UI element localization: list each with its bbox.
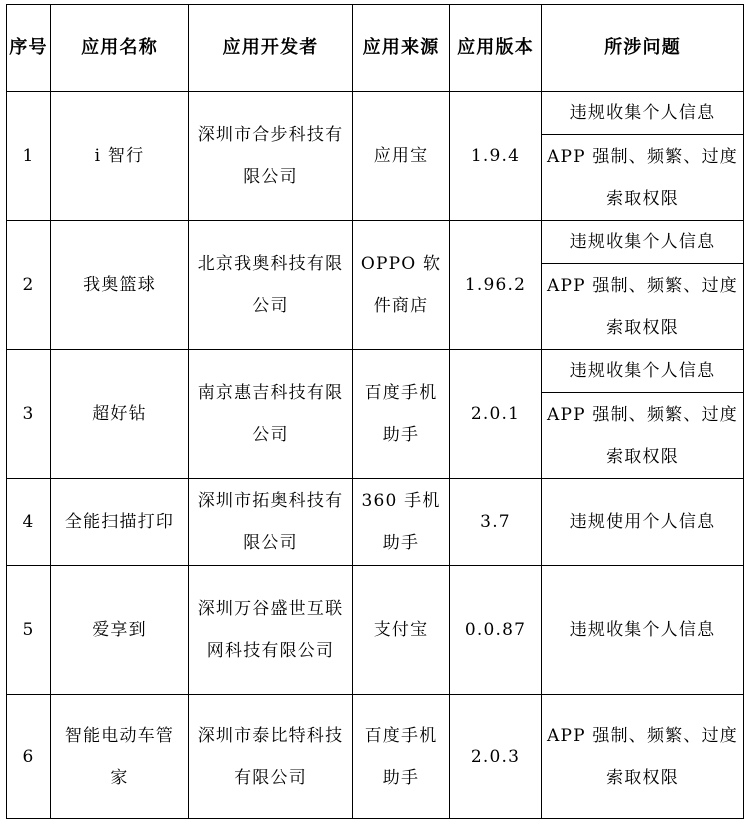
table-row bbox=[7, 566, 744, 695]
issue-cell: APP 强制、频繁、过度索取权限 bbox=[542, 135, 744, 221]
app-name-cell: 爱享到 bbox=[51, 566, 189, 695]
developer-cell: 深圳市拓奥科技有限公司 bbox=[189, 479, 353, 566]
issue-cell: 违规收集个人信息 bbox=[542, 92, 744, 135]
source-cell: OPPO 软件商店 bbox=[353, 221, 450, 350]
table-row bbox=[7, 92, 744, 135]
header-row bbox=[7, 5, 744, 92]
app-name-cell: i 智行 bbox=[51, 92, 189, 221]
header-version: 应用版本 bbox=[450, 5, 542, 92]
developer-cell: 南京惠吉科技有限公司 bbox=[189, 350, 353, 479]
row-index-cell: 4 bbox=[7, 479, 51, 566]
app-name-cell: 全能扫描打印 bbox=[51, 479, 189, 566]
row-index-cell: 2 bbox=[7, 221, 51, 350]
version-cell: 2.0.3 bbox=[450, 695, 542, 819]
source-cell: 百度手机助手 bbox=[353, 350, 450, 479]
developer-cell: 深圳万谷盛世互联网科技有限公司 bbox=[189, 566, 353, 695]
issue-cell: 违规收集个人信息 bbox=[542, 350, 744, 393]
issue-cell: APP 强制、频繁、过度索取权限 bbox=[542, 264, 744, 350]
table-header bbox=[7, 5, 744, 92]
issue-cell: APP 强制、频繁、过度索取权限 bbox=[542, 393, 744, 479]
row-index-cell: 3 bbox=[7, 350, 51, 479]
issue-cell: 违规收集个人信息 bbox=[542, 221, 744, 264]
issue-cell: 违规收集个人信息 bbox=[542, 566, 744, 695]
header-source: 应用来源 bbox=[353, 5, 450, 92]
table-body bbox=[7, 92, 744, 819]
version-cell: 3.7 bbox=[450, 479, 542, 566]
row-index-cell: 6 bbox=[7, 695, 51, 819]
header-index: 序号 bbox=[7, 5, 51, 92]
table-row bbox=[7, 350, 744, 393]
source-cell: 百度手机助手 bbox=[353, 695, 450, 819]
version-cell: 2.0.1 bbox=[450, 350, 542, 479]
header-app-name: 应用名称 bbox=[51, 5, 189, 92]
header-issues: 所涉问题 bbox=[542, 5, 744, 92]
app-name-cell: 我奥篮球 bbox=[51, 221, 189, 350]
issue-cell: APP 强制、频繁、过度索取权限 bbox=[542, 695, 744, 819]
app-name-cell: 超好钻 bbox=[51, 350, 189, 479]
source-cell: 360 手机助手 bbox=[353, 479, 450, 566]
row-index-cell: 5 bbox=[7, 566, 51, 695]
table-row bbox=[7, 479, 744, 566]
table-row bbox=[7, 695, 744, 819]
table-row bbox=[7, 221, 744, 264]
version-cell: 1.96.2 bbox=[450, 221, 542, 350]
header-developer: 应用开发者 bbox=[189, 5, 353, 92]
developer-cell: 北京我奥科技有限公司 bbox=[189, 221, 353, 350]
app-violation-table bbox=[6, 4, 744, 819]
version-cell: 1.9.4 bbox=[450, 92, 542, 221]
source-cell: 支付宝 bbox=[353, 566, 450, 695]
row-index-cell: 1 bbox=[7, 92, 51, 221]
source-cell: 应用宝 bbox=[353, 92, 450, 221]
version-cell: 0.0.87 bbox=[450, 566, 542, 695]
developer-cell: 深圳市合步科技有限公司 bbox=[189, 92, 353, 221]
developer-cell: 深圳市泰比特科技有限公司 bbox=[189, 695, 353, 819]
issue-cell: 违规使用个人信息 bbox=[542, 479, 744, 566]
app-name-cell: 智能电动车管家 bbox=[51, 695, 189, 819]
